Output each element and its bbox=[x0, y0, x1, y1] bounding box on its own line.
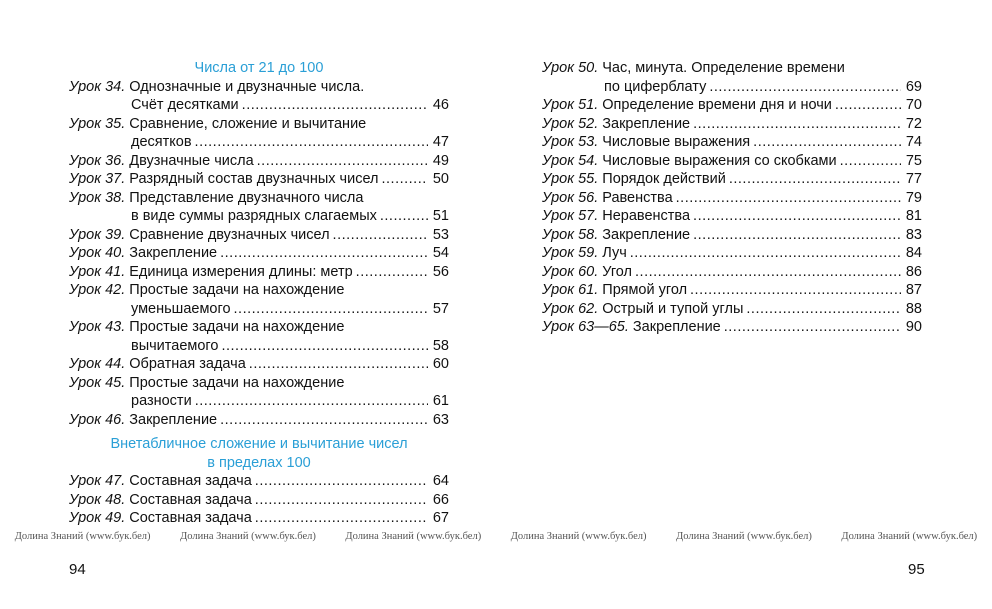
page-ref: 74 bbox=[905, 134, 922, 150]
toc-entry-line bbox=[542, 263, 922, 282]
watermark-text: Долина Знаний (www.бук.бел) bbox=[345, 531, 482, 542]
lesson-title: Закрепление bbox=[632, 319, 721, 335]
toc-entry-line bbox=[542, 170, 922, 189]
dot-leader bbox=[693, 115, 901, 134]
lesson-label: Урок 57. bbox=[542, 208, 599, 224]
toc-entry bbox=[542, 226, 922, 245]
lesson-title: Закрепление bbox=[602, 226, 691, 243]
page-ref: 58 bbox=[432, 337, 449, 354]
page-ref: 64 bbox=[432, 473, 449, 489]
toc-entry bbox=[69, 152, 449, 171]
lesson-title: Счёт десятками bbox=[131, 97, 239, 113]
lesson-title: Числовые выражения со скобками bbox=[602, 152, 837, 169]
toc-entry-line bbox=[69, 509, 449, 528]
lesson-title: Определение времени дня и ночи bbox=[602, 97, 832, 113]
toc-entry-line bbox=[69, 281, 449, 300]
lesson-label: Урок 39. bbox=[69, 226, 126, 243]
page-ref: 57 bbox=[432, 300, 449, 317]
dot-leader bbox=[724, 318, 901, 337]
lesson-title: Закрепление bbox=[129, 245, 218, 261]
watermark-text: Долина Знаний (www.бук.бел) bbox=[841, 531, 978, 542]
lesson-label: Урок 50. bbox=[542, 60, 599, 76]
lesson-title: Двузначные числа bbox=[129, 152, 254, 169]
toc-entry-line bbox=[69, 133, 449, 152]
lesson-label: Урок 49. bbox=[69, 510, 126, 526]
toc-entry bbox=[69, 244, 449, 263]
dot-leader bbox=[234, 300, 428, 319]
toc-entry-line bbox=[69, 411, 449, 430]
toc-entry-line bbox=[542, 96, 922, 115]
toc-entry-line bbox=[69, 374, 449, 393]
lesson-label: Урок 43. bbox=[69, 319, 126, 335]
toc-entry-line bbox=[542, 281, 922, 300]
lesson-title: по циферблату bbox=[604, 78, 707, 95]
toc-entry-line bbox=[69, 318, 449, 337]
dot-leader bbox=[255, 472, 428, 491]
lesson-title: десятков bbox=[131, 134, 192, 150]
dot-leader bbox=[195, 392, 428, 411]
toc-entry-line bbox=[69, 207, 449, 226]
page-number: 94 bbox=[69, 561, 86, 578]
page-ref: 70 bbox=[905, 97, 922, 113]
page-ref: 66 bbox=[432, 491, 449, 508]
toc-entry-line bbox=[542, 207, 922, 226]
page-ref: 56 bbox=[432, 263, 449, 280]
toc-entry bbox=[69, 170, 449, 189]
page-ref: 81 bbox=[905, 208, 922, 224]
page-ref: 77 bbox=[905, 171, 922, 187]
lesson-title: Составная задача bbox=[129, 510, 252, 526]
lesson-title: Час, минута. Определение времени bbox=[602, 60, 845, 76]
watermark-text: Долина Знаний (www.бук.бел) bbox=[676, 531, 812, 542]
lesson-label: Урок 58. bbox=[542, 226, 599, 243]
lesson-title: Луч bbox=[602, 245, 627, 261]
lesson-title: Простые задачи на нахождение bbox=[129, 319, 345, 335]
toc-entry bbox=[542, 300, 922, 319]
toc-entry-line bbox=[69, 78, 449, 97]
toc-entry bbox=[542, 281, 922, 300]
lesson-label: Урок 44. bbox=[69, 356, 126, 372]
lesson-title: Числовые выражения bbox=[602, 134, 751, 150]
page-ref: 69 bbox=[905, 78, 922, 95]
page-ref: 54 bbox=[432, 245, 449, 261]
toc-entry-line bbox=[542, 244, 922, 263]
lesson-label: Урок 52. bbox=[542, 115, 599, 132]
page-ref: 87 bbox=[905, 282, 922, 298]
toc-entry-line bbox=[69, 152, 449, 171]
lesson-title: Обратная задача bbox=[129, 356, 246, 372]
watermark-text: Долина Знаний (www.бук.бел) bbox=[14, 531, 151, 542]
watermark-text: Долина Знаний (www.бук.бел) bbox=[180, 531, 316, 542]
page-ref: 46 bbox=[432, 97, 449, 113]
toc-entry-line bbox=[69, 96, 449, 115]
dot-leader bbox=[221, 337, 428, 356]
page-ref: 51 bbox=[432, 208, 449, 224]
lesson-title: Угол bbox=[602, 263, 633, 280]
dot-leader bbox=[381, 170, 428, 189]
section-title-line: Внетабличное сложение и вычитание чисел bbox=[110, 436, 408, 452]
toc-entry bbox=[69, 509, 449, 528]
toc-entry bbox=[69, 226, 449, 245]
lesson-label: Урок 48. bbox=[69, 491, 126, 508]
lesson-title: Сравнение, сложение и вычитание bbox=[129, 115, 367, 132]
toc-entry bbox=[542, 207, 922, 226]
section-title-line: в пределах 100 bbox=[207, 454, 311, 471]
dot-leader bbox=[195, 133, 428, 152]
toc-entry-line bbox=[69, 263, 449, 282]
dot-leader bbox=[380, 207, 428, 226]
toc-entry-line bbox=[542, 59, 922, 78]
dot-leader bbox=[242, 96, 428, 115]
dot-leader bbox=[835, 96, 901, 115]
toc-entry bbox=[69, 472, 449, 491]
lesson-title: Составная задача bbox=[129, 491, 252, 508]
section-title bbox=[69, 435, 449, 472]
page-number: 95 bbox=[908, 561, 925, 578]
page-ref: 47 bbox=[432, 134, 449, 150]
page-ref: 90 bbox=[905, 319, 922, 335]
toc-entry-line bbox=[69, 244, 449, 263]
dot-leader bbox=[746, 300, 901, 319]
right-page bbox=[496, 0, 992, 609]
lesson-label: Урок 34. bbox=[69, 78, 126, 95]
lesson-title: Составная задача bbox=[129, 473, 252, 489]
toc-entry-line bbox=[69, 491, 449, 510]
toc-entry-line bbox=[542, 115, 922, 134]
dot-leader bbox=[840, 152, 901, 171]
table-of-contents-left bbox=[69, 59, 449, 528]
page-ref: 67 bbox=[432, 510, 449, 526]
toc-entry bbox=[542, 96, 922, 115]
dot-leader bbox=[753, 133, 901, 152]
toc-entry bbox=[542, 115, 922, 134]
toc-entry bbox=[69, 491, 449, 510]
page-ref: 60 bbox=[432, 356, 449, 372]
page-ref: 63 bbox=[432, 411, 449, 428]
lesson-title: Прямой угол bbox=[602, 282, 688, 298]
lesson-title: Сравнение двузначных чисел bbox=[129, 226, 330, 243]
dot-leader bbox=[630, 244, 901, 263]
lesson-label: Урок 56. bbox=[542, 189, 599, 206]
page-ref: 86 bbox=[905, 263, 922, 280]
lesson-title: Простые задачи на нахождение bbox=[129, 282, 345, 298]
lesson-title: разности bbox=[131, 393, 192, 409]
lesson-label: Урок 38. bbox=[69, 189, 126, 206]
lesson-label: Урок 37. bbox=[69, 171, 126, 187]
toc-entry-line bbox=[69, 226, 449, 245]
lesson-label: Урок 53. bbox=[542, 134, 599, 150]
toc-entry-line bbox=[69, 392, 449, 411]
dot-leader bbox=[635, 263, 901, 282]
lesson-label: Урок 46. bbox=[69, 411, 126, 428]
page-ref: 84 bbox=[905, 245, 922, 261]
page-ref: 75 bbox=[905, 152, 922, 169]
lesson-label: Урок 45. bbox=[69, 374, 126, 391]
toc-entry bbox=[69, 355, 449, 374]
page-ref: 49 bbox=[432, 152, 449, 169]
toc-entry bbox=[542, 263, 922, 282]
dot-leader bbox=[333, 226, 428, 245]
watermark-text: Долина Знаний (www.бук.бел) bbox=[510, 531, 647, 542]
toc-entry-line bbox=[69, 472, 449, 491]
lesson-title: в виде суммы разрядных слагаемых bbox=[131, 208, 377, 224]
lesson-title: Разрядный состав двузначных чисел bbox=[129, 171, 379, 187]
lesson-label: Урок 40. bbox=[69, 245, 126, 261]
toc-entry-line bbox=[69, 300, 449, 319]
lesson-title: уменьшаемого bbox=[131, 300, 231, 317]
lesson-label: Урок 61. bbox=[542, 282, 599, 298]
toc-entry-line bbox=[69, 355, 449, 374]
section-title: Числа от 21 до 100 bbox=[194, 60, 324, 76]
lesson-label: Урок 47. bbox=[69, 473, 126, 489]
page-ref: 88 bbox=[905, 300, 922, 317]
page-ref: 83 bbox=[905, 226, 922, 243]
lesson-title: Порядок действий bbox=[602, 171, 726, 187]
page-ref: 79 bbox=[905, 189, 922, 206]
page-ref: 53 bbox=[432, 226, 449, 243]
lesson-title: Однозначные и двузначные числа. bbox=[129, 78, 365, 95]
lesson-label: Урок 36. bbox=[69, 152, 126, 169]
dot-leader bbox=[220, 411, 428, 430]
toc-entry bbox=[542, 133, 922, 152]
lesson-label: Урок 42. bbox=[69, 282, 126, 298]
lesson-label: Урок 63—65. bbox=[542, 319, 629, 335]
lesson-label: Урок 41. bbox=[69, 263, 126, 280]
page-ref: 61 bbox=[432, 393, 449, 409]
dot-leader bbox=[693, 207, 901, 226]
toc-entry bbox=[69, 318, 449, 355]
lesson-title: Острый и тупой углы bbox=[602, 300, 744, 317]
lesson-label: Урок 54. bbox=[542, 152, 599, 169]
dot-leader bbox=[693, 226, 901, 245]
toc-entry bbox=[542, 318, 922, 337]
toc-entry-line bbox=[542, 189, 922, 208]
table-of-contents-right bbox=[542, 59, 922, 337]
toc-entry-line bbox=[542, 318, 922, 337]
dot-leader bbox=[709, 78, 901, 97]
page-ref: 72 bbox=[905, 115, 922, 132]
toc-entry-line bbox=[69, 115, 449, 134]
lesson-title: Неравенства bbox=[602, 208, 691, 224]
toc-entry bbox=[542, 189, 922, 208]
toc-entry-line bbox=[69, 337, 449, 356]
lesson-label: Урок 55. bbox=[542, 171, 599, 187]
toc-entry bbox=[69, 115, 449, 152]
dot-leader bbox=[249, 355, 428, 374]
toc-entry-line bbox=[69, 189, 449, 208]
lesson-label: Урок 62. bbox=[542, 300, 599, 317]
watermark-row bbox=[0, 531, 992, 542]
toc-entry-line bbox=[542, 133, 922, 152]
dot-leader bbox=[255, 509, 428, 528]
toc-entry bbox=[69, 411, 449, 430]
lesson-label: Урок 59. bbox=[542, 245, 599, 261]
lesson-label: Урок 35. bbox=[69, 115, 126, 132]
dot-leader bbox=[257, 152, 428, 171]
page-ref: 50 bbox=[432, 171, 449, 187]
dot-leader bbox=[729, 170, 901, 189]
lesson-title: Закрепление bbox=[129, 411, 218, 428]
toc-entry bbox=[69, 78, 449, 115]
lesson-title: вычитаемого bbox=[131, 337, 219, 354]
toc-entry-line bbox=[542, 300, 922, 319]
toc-entry bbox=[542, 244, 922, 263]
lesson-title: Равенства bbox=[602, 189, 673, 206]
toc-entry-line bbox=[69, 170, 449, 189]
dot-leader bbox=[255, 491, 428, 510]
toc-entry-line bbox=[542, 78, 922, 97]
toc-entry bbox=[542, 170, 922, 189]
toc-entry-line bbox=[542, 226, 922, 245]
lesson-title: Единица измерения длины: метр bbox=[129, 263, 353, 280]
dot-leader bbox=[356, 263, 428, 282]
toc-entry bbox=[69, 263, 449, 282]
lesson-title: Простые задачи на нахождение bbox=[129, 374, 345, 391]
toc-entry bbox=[69, 374, 449, 411]
toc-entry bbox=[69, 189, 449, 226]
toc-entry bbox=[542, 152, 922, 171]
dot-leader bbox=[676, 189, 901, 208]
lesson-label: Урок 51. bbox=[542, 97, 599, 113]
dot-leader bbox=[220, 244, 428, 263]
toc-entry bbox=[69, 281, 449, 318]
lesson-label: Урок 60. bbox=[542, 263, 599, 280]
lesson-title: Закрепление bbox=[602, 115, 691, 132]
toc-entry bbox=[542, 59, 922, 96]
dot-leader bbox=[690, 281, 901, 300]
toc-entry-line bbox=[542, 152, 922, 171]
lesson-title: Представление двузначного числа bbox=[129, 189, 364, 206]
